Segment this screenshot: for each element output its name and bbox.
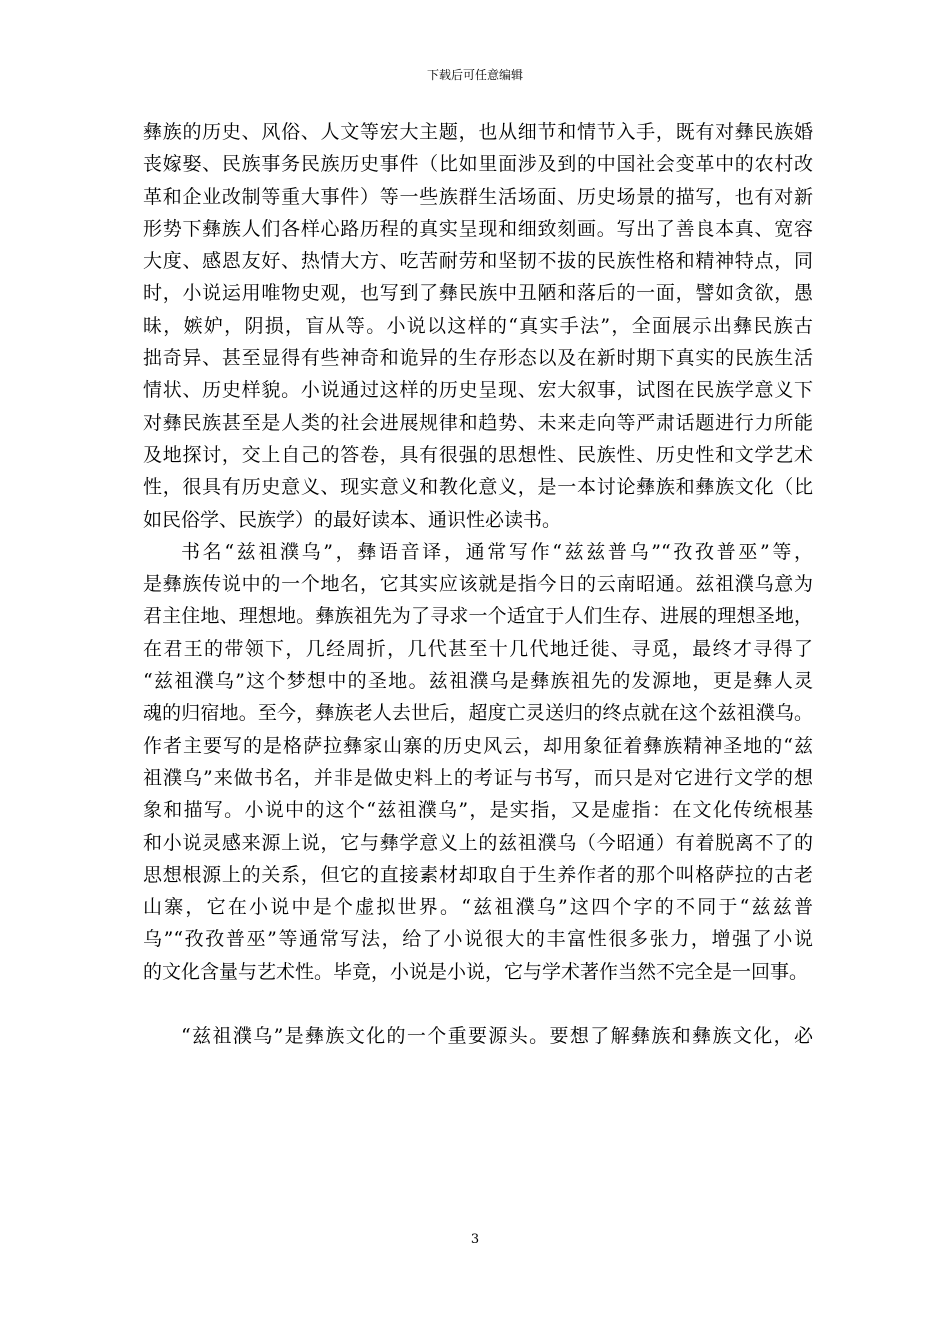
paragraph-2 <box>143 542 813 982</box>
text-line: 形势下彝族人们各样心路历程的真实呈现和细致刻画。写出了善良本真、宽容 <box>143 217 813 240</box>
text-line: 祖濮乌”来做书名，并非是做史料上的考证与书写，而只是对它进行文学的想 <box>143 766 813 789</box>
text-line: 乌”“孜孜普巫”等通常写法，给了小说很大的丰富性很多张力，增强了小说 <box>143 928 813 951</box>
text-line: 情状、历史样貌。小说通过这样的历史呈现、宏大叙事，试图在民族学意义下 <box>143 379 813 402</box>
text-line: 及地探讨，交上自己的答卷，具有很强的思想性、民族性、历史性和文学艺术 <box>143 443 813 466</box>
text-line: 对彝民族甚至是人类的社会进展规律和趋势、未来走向等严肃话题进行力所能 <box>143 411 813 434</box>
text-line: 在君王的带领下，几经周折，几代甚至十几代地迁徙、寻觅，最终才寻得了 <box>143 637 813 660</box>
header-note: 下载后可任意编辑 <box>426 68 523 82</box>
text-line: 昧，嫉妒，阴损，盲从等。小说以这样的“真实手法”，全面展示出彝民族古 <box>143 314 813 337</box>
text-line: 性，很具有历史意义、现实意义和教化意义，是一本讨论彝族和彝族文化（比 <box>143 476 813 499</box>
page-number: 3 <box>470 1232 480 1247</box>
text-line: 作者主要写的是格萨拉彝家山寨的历史风云，却用象征着彝族精神圣地的“兹 <box>143 734 813 757</box>
paragraph-3 <box>143 1026 813 1046</box>
text-line: 山寨，它在小说中是个虚拟世界。“兹祖濮乌”这四个字的不同于“兹兹普 <box>143 896 813 919</box>
text-line: 思想根源上的关系，但它的直接素材却取自于生养作者的那个叫格萨拉的古老 <box>143 863 813 886</box>
text-line: 的文化含量与艺术性。毕竟，小说是小说，它与学术著作当然不完全是一回事。 <box>143 960 809 983</box>
paragraph-1 <box>143 122 813 530</box>
text-line: 书名“兹祖濮乌”，彝语音译，通常写作“兹兹普乌”“孜孜普巫”等， <box>181 540 813 563</box>
text-line: 是彝族传说中的一个地名，它其实应该就是指今日的云南昭通。兹祖濮乌意为 <box>143 573 813 596</box>
text-line: 拙奇异、甚至显得有些神奇和诡异的生存形态以及在新时期下真实的民族生活 <box>143 347 813 370</box>
text-line: 君主住地、理想地。彝族祖先为了寻求一个适宜于人们生存、进展的理想圣地， <box>143 605 813 628</box>
text-line: 和小说灵感来源上说，它与彝学意义上的兹祖濮乌（今昭通）有着脱离不了的 <box>143 831 813 854</box>
text-line: 时，小说运用唯物史观，也写到了彝民族中丑陋和落后的一面，譬如贪欲，愚 <box>143 282 813 305</box>
text-line: 丧嫁娶、民族事务民族历史事件（比如里面涉及到的中国社会变革中的农村改 <box>143 153 813 176</box>
text-line: “兹祖濮乌”是彝族文化的一个重要源头。要想了解彝族和彝族文化，必 <box>181 1025 813 1048</box>
text-line: 大度、感恩友好、热情大方、吃苦耐劳和坚韧不拔的民族性格和精神特点，同 <box>143 250 813 273</box>
document-body <box>143 122 813 1058</box>
text-line: 革和企业改制等重大事件）等一些族群生活场面、历史场景的描写，也有对新 <box>143 185 813 208</box>
text-line: 象和描写。小说中的这个“兹祖濮乌”，是实指，又是虚指：在文化传统根基 <box>143 799 813 822</box>
text-line: 如民俗学、民族学）的最好读本、通识性必读书。 <box>143 508 562 531</box>
text-line: “兹祖濮乌”这个梦想中的圣地。兹祖濮乌是彝族祖先的发源地，更是彝人灵 <box>143 670 813 693</box>
paragraph-gap <box>143 994 813 1026</box>
text-line: 彝族的历史、风俗、人文等宏大主题，也从细节和情节入手，既有对彝民族婚 <box>143 121 813 143</box>
text-line: 魂的归宿地。至今，彝族老人去世后，超度亡灵送归的终点就在这个兹祖濮乌。 <box>143 702 813 725</box>
